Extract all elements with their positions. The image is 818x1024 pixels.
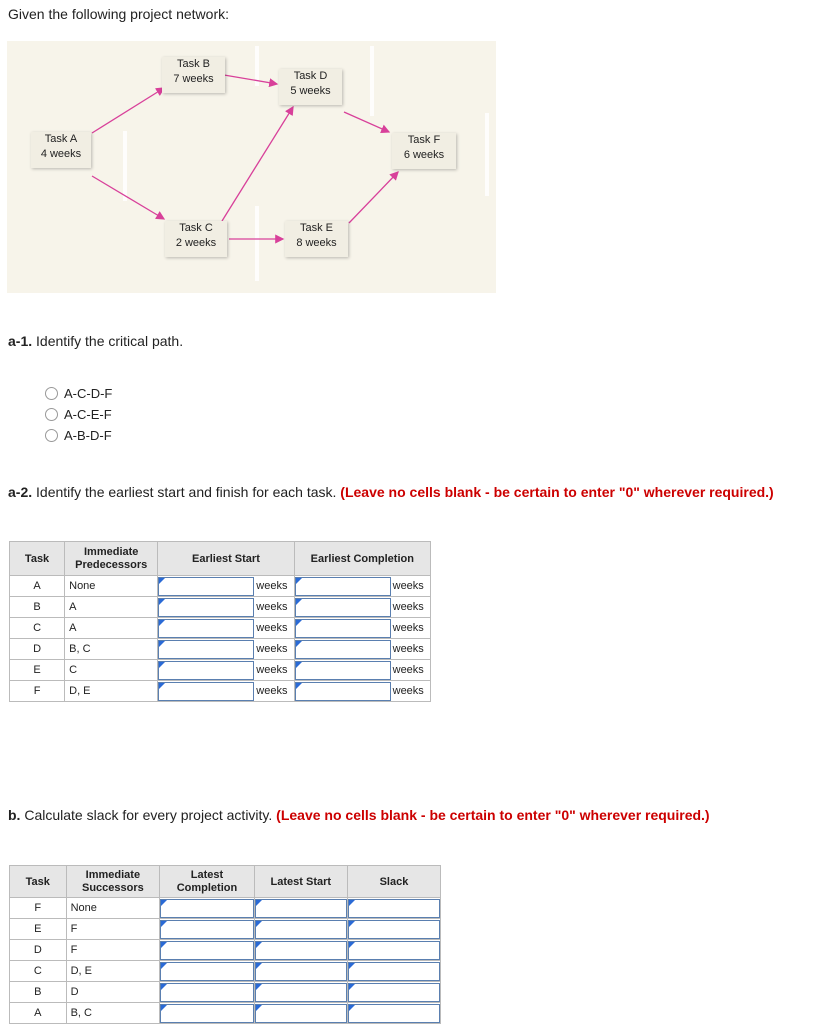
earliest-completion-cell <box>294 576 430 597</box>
earliest-completion-input[interactable] <box>295 661 391 680</box>
option-label: A-C-E-F <box>64 407 112 422</box>
header-successors: Immediate Successors <box>66 866 160 898</box>
unit-label: weeks <box>392 622 424 634</box>
latest-completion-input[interactable] <box>160 920 254 939</box>
earliest-completion-cell <box>294 639 430 660</box>
arrow-a-b <box>92 88 164 133</box>
unit-label: weeks <box>392 664 424 676</box>
arrow-b-d <box>224 75 277 84</box>
earliest-completion-cell <box>294 660 430 681</box>
latest-start-input[interactable] <box>255 899 347 918</box>
table-row <box>10 940 441 961</box>
arrow-c-d <box>222 107 293 221</box>
header-latest-completion: Latest Completion <box>160 866 255 898</box>
successor-cell: None <box>66 898 160 919</box>
unit-label: weeks <box>256 643 288 655</box>
earliest-completion-input[interactable] <box>295 619 391 638</box>
latest-completion-cell <box>160 1003 255 1024</box>
slack-input[interactable] <box>348 941 440 960</box>
unit-label: weeks <box>256 622 288 634</box>
header-earliest-start: Earliest Start <box>158 542 294 576</box>
slack-input[interactable] <box>348 899 440 918</box>
task-cell: D <box>10 940 67 961</box>
intro-text: Given the following project network: <box>8 6 229 22</box>
earliest-start-input[interactable] <box>158 640 254 659</box>
latest-completion-input[interactable] <box>160 983 254 1002</box>
latest-completion-cell <box>160 982 255 1003</box>
unit-label: weeks <box>392 580 424 592</box>
a1-options <box>45 383 112 446</box>
task-c-node <box>165 221 227 257</box>
task-f-duration: 6 weeks <box>403 149 445 161</box>
earliest-start-input[interactable] <box>158 577 254 596</box>
slack-table <box>9 865 441 1024</box>
task-cell: A <box>10 576 65 597</box>
arrow-e-f <box>349 172 398 223</box>
earliest-completion-input[interactable] <box>295 682 391 701</box>
table-row <box>10 982 441 1003</box>
task-cell: E <box>10 919 67 940</box>
slack-cell <box>347 1003 440 1024</box>
radio-button[interactable] <box>45 408 58 421</box>
task-a-duration: 4 weeks <box>40 148 82 160</box>
slack-input[interactable] <box>348 1004 440 1023</box>
table-row <box>10 597 431 618</box>
task-e-duration: 8 weeks <box>296 237 337 249</box>
task-d-duration: 5 weeks <box>290 85 331 97</box>
task-c-name: Task C <box>179 222 213 234</box>
latest-start-cell <box>254 940 347 961</box>
successor-cell: F <box>66 940 160 961</box>
table-row <box>10 618 431 639</box>
task-cell: D <box>10 639 65 660</box>
unit-label: weeks <box>256 580 288 592</box>
predecessor-cell: C <box>65 660 158 681</box>
arrow-d-f <box>344 112 389 132</box>
latest-start-cell <box>254 982 347 1003</box>
task-cell: B <box>10 597 65 618</box>
option-acef[interactable] <box>45 404 112 425</box>
latest-start-cell <box>254 961 347 982</box>
option-label: A-C-D-F <box>64 386 113 401</box>
earliest-completion-cell <box>294 681 430 702</box>
latest-start-input[interactable] <box>255 920 347 939</box>
slack-cell <box>347 898 440 919</box>
task-d-name: Task D <box>293 70 328 82</box>
a1-label: a-1. <box>8 333 33 349</box>
earliest-completion-input[interactable] <box>295 577 391 596</box>
latest-start-cell <box>254 919 347 940</box>
latest-start-input[interactable] <box>255 983 347 1002</box>
unit-label: weeks <box>392 685 424 697</box>
project-network-diagram <box>7 41 496 293</box>
task-f-name: Task F <box>407 134 441 146</box>
latest-start-cell <box>254 898 347 919</box>
latest-start-cell <box>254 1003 347 1024</box>
latest-start-input[interactable] <box>255 1004 347 1023</box>
earliest-completion-input[interactable] <box>295 598 391 617</box>
earliest-start-input[interactable] <box>158 682 254 701</box>
task-b-duration: 7 weeks <box>173 73 214 85</box>
latest-completion-input[interactable] <box>160 941 254 960</box>
option-label: A-B-D-F <box>64 428 112 443</box>
earliest-completion-cell <box>294 597 430 618</box>
predecessor-cell: A <box>65 618 158 639</box>
predecessor-cell: B, C <box>65 639 158 660</box>
task-a-node <box>31 132 91 168</box>
table-row <box>10 639 431 660</box>
radio-button[interactable] <box>45 429 58 442</box>
unit-label: weeks <box>256 685 288 697</box>
header-slack: Slack <box>347 866 440 898</box>
earliest-table <box>9 541 431 702</box>
option-abdf[interactable] <box>45 425 112 446</box>
latest-start-input[interactable] <box>255 941 347 960</box>
task-c-duration: 2 weeks <box>175 237 217 249</box>
successor-cell: D <box>66 982 160 1003</box>
question-a2 <box>8 484 774 500</box>
latest-completion-input[interactable] <box>160 899 254 918</box>
table-row <box>10 1003 441 1024</box>
slack-input[interactable] <box>348 920 440 939</box>
earliest-start-input[interactable] <box>158 661 254 680</box>
option-acdf[interactable] <box>45 383 112 404</box>
b-text: Calculate slack for every project activity. <box>20 807 277 823</box>
header-predecessors: Immediate Predecessors <box>65 542 158 576</box>
header-earliest-completion: Earliest Completion <box>294 542 430 576</box>
slack-cell <box>347 961 440 982</box>
task-f-node <box>392 133 456 169</box>
successor-cell: D, E <box>66 961 160 982</box>
task-cell: F <box>10 898 67 919</box>
predecessor-cell: D, E <box>65 681 158 702</box>
header-task: Task <box>10 542 65 576</box>
header-task: Task <box>10 866 67 898</box>
earliest-start-cell <box>158 681 294 702</box>
latest-completion-cell <box>160 940 255 961</box>
latest-start-input[interactable] <box>255 962 347 981</box>
latest-completion-input[interactable] <box>160 1004 254 1023</box>
a1-text: Identify the critical path. <box>32 333 184 349</box>
predecessor-cell: A <box>65 597 158 618</box>
table-row <box>10 961 441 982</box>
unit-label: weeks <box>256 601 288 613</box>
earliest-start-cell <box>158 639 294 660</box>
unit-label: weeks <box>392 643 424 655</box>
earliest-start-cell <box>158 618 294 639</box>
radio-button[interactable] <box>45 387 58 400</box>
slack-cell <box>347 982 440 1003</box>
earliest-start-cell <box>158 597 294 618</box>
earliest-completion-cell <box>294 618 430 639</box>
latest-completion-cell <box>160 919 255 940</box>
latest-completion-cell <box>160 898 255 919</box>
task-cell: F <box>10 681 65 702</box>
slack-cell <box>347 940 440 961</box>
latest-completion-cell <box>160 961 255 982</box>
slack-cell <box>347 919 440 940</box>
task-e-name: Task E <box>299 222 333 234</box>
earliest-start-input[interactable] <box>158 598 254 617</box>
task-cell: C <box>10 618 65 639</box>
task-b-node <box>162 57 225 93</box>
b-label: b. <box>8 807 21 823</box>
table-row <box>10 898 441 919</box>
slack-input[interactable] <box>348 983 440 1002</box>
task-cell: C <box>10 961 67 982</box>
table-row <box>10 660 431 681</box>
successor-cell: B, C <box>66 1003 160 1024</box>
b-note: (Leave no cells blank - be certain to enter "0" wherever required.) <box>276 807 710 823</box>
predecessor-cell: None <box>65 576 158 597</box>
unit-label: weeks <box>256 664 288 676</box>
task-d-node <box>279 69 342 105</box>
earliest-start-cell <box>158 660 294 681</box>
task-a-name: Task A <box>44 133 78 145</box>
earliest-start-input[interactable] <box>158 619 254 638</box>
task-b-name: Task B <box>176 58 210 70</box>
a2-label: a-2. <box>8 484 33 500</box>
slack-input[interactable] <box>348 962 440 981</box>
earliest-start-cell <box>158 576 294 597</box>
table-row <box>10 681 431 702</box>
question-a1 <box>8 333 183 349</box>
a2-note: (Leave no cells blank - be certain to enter "0" wherever required.) <box>340 484 774 500</box>
successor-cell: F <box>66 919 160 940</box>
table-row <box>10 919 441 940</box>
header-latest-start: Latest Start <box>254 866 347 898</box>
question-b <box>8 807 710 823</box>
task-e-node <box>285 221 348 257</box>
latest-completion-input[interactable] <box>160 962 254 981</box>
arrow-a-c <box>92 176 164 219</box>
a2-text: Identify the earliest start and finish for each task. <box>32 484 341 500</box>
earliest-completion-input[interactable] <box>295 640 391 659</box>
unit-label: weeks <box>392 601 424 613</box>
task-cell: B <box>10 982 67 1003</box>
table-row <box>10 576 431 597</box>
task-cell: E <box>10 660 65 681</box>
task-cell: A <box>10 1003 67 1024</box>
